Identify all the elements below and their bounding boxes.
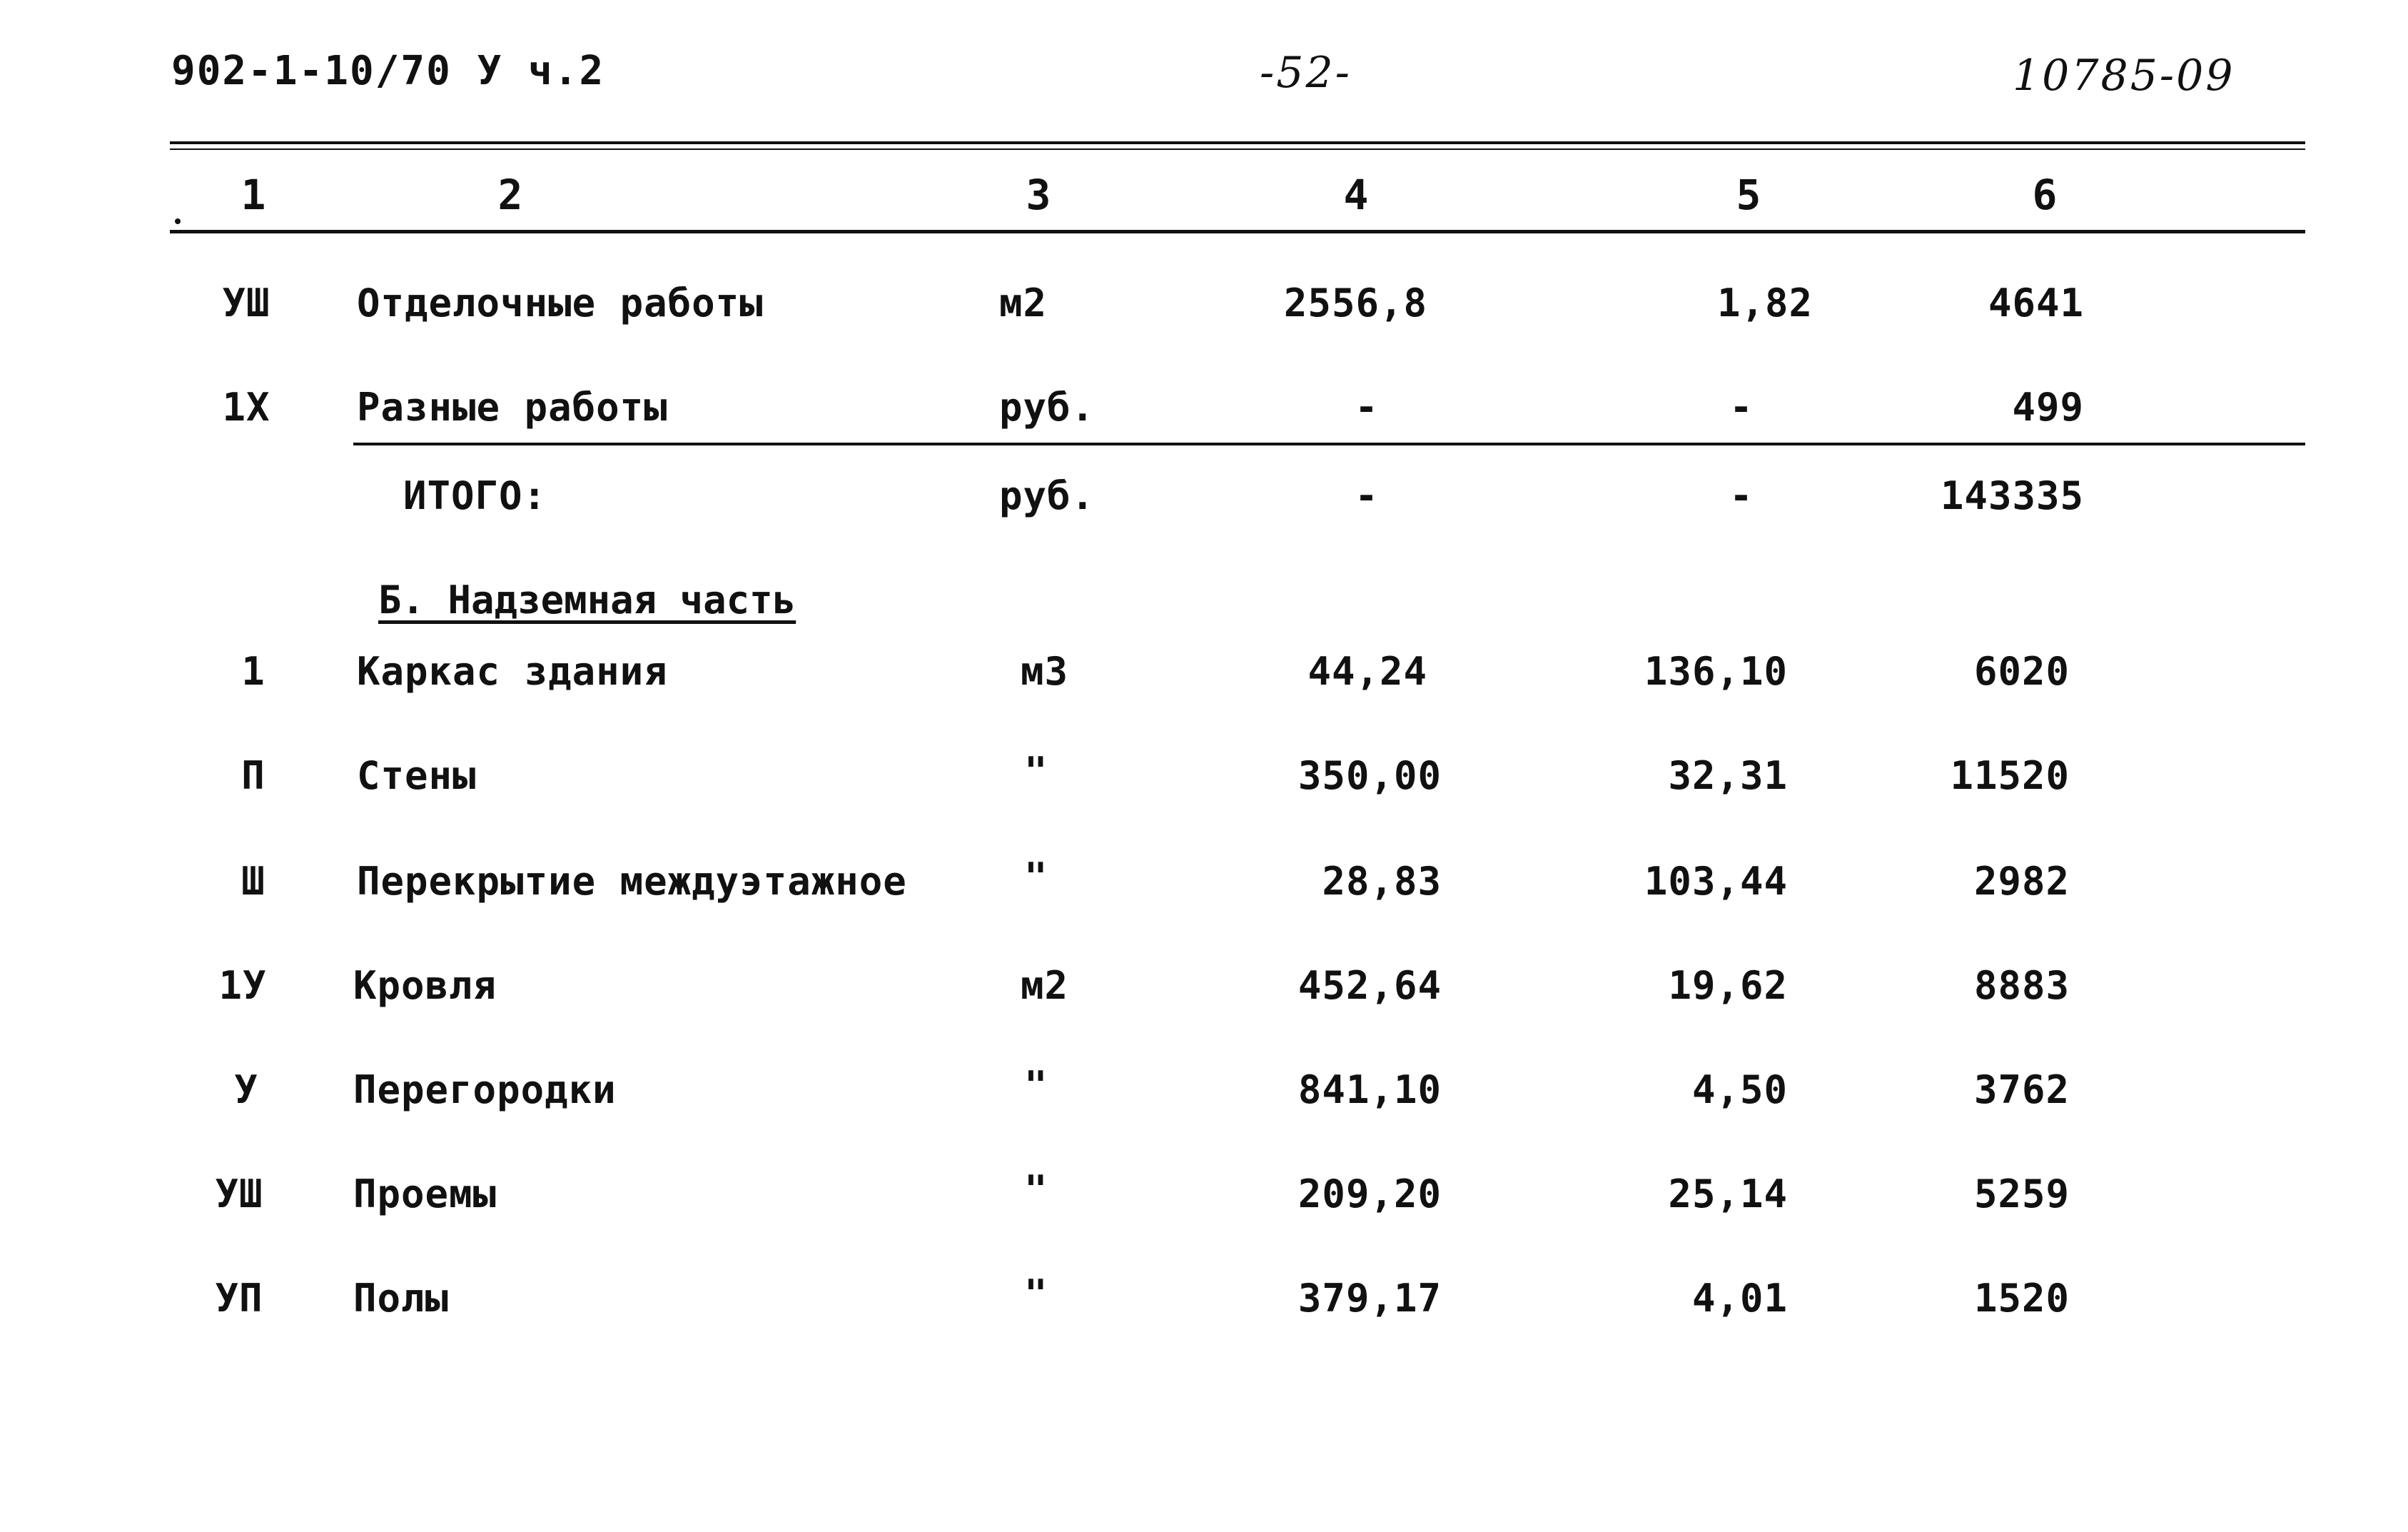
row-unit: м3 xyxy=(1021,649,1069,694)
column-header-1: 1 xyxy=(241,171,266,219)
row-unit-price: 19,62 xyxy=(1668,963,1788,1008)
column-header-5: 5 xyxy=(1736,171,1761,219)
subtotal-unit: руб. xyxy=(999,473,1096,518)
row-unit-price: - xyxy=(1729,385,1754,430)
subtotal-rule xyxy=(353,443,2305,445)
row-unit: " xyxy=(1024,1167,1048,1212)
row-total: 11520 xyxy=(1950,753,2070,798)
row-unit: " xyxy=(1024,749,1048,794)
row-unit: м2 xyxy=(999,281,1048,326)
row-unit-price: 32,31 xyxy=(1668,753,1788,798)
table-header-rule xyxy=(170,230,2305,233)
row-number: П xyxy=(241,753,265,798)
row-name: Проемы xyxy=(353,1171,497,1216)
row-name: Отделочные работы xyxy=(357,281,764,326)
column-header-3: 3 xyxy=(1026,171,1051,219)
page-number: -52- xyxy=(1260,48,1352,98)
row-quantity: 209,20 xyxy=(1297,1171,1442,1216)
row-quantity: 28,83 xyxy=(1322,859,1442,904)
row-name: Полы xyxy=(353,1276,450,1321)
row-name: Кровля xyxy=(353,963,497,1008)
table-top-rule-thin xyxy=(170,148,2305,150)
row-name: Перекрытие междуэтажное xyxy=(357,859,907,904)
row-quantity: 379,17 xyxy=(1297,1276,1442,1321)
row-name: Каркас здания xyxy=(357,649,668,694)
row-total: 2982 xyxy=(1973,859,2070,904)
row-unit-price: 4,50 xyxy=(1691,1067,1788,1112)
row-number: Ш xyxy=(241,859,265,904)
row-total: 1520 xyxy=(1973,1276,2070,1321)
table-top-rule xyxy=(170,141,2305,144)
row-total: 6020 xyxy=(1973,649,2070,694)
row-unit: " xyxy=(1024,1063,1048,1108)
row-name: Перегородки xyxy=(353,1067,617,1112)
row-unit: м2 xyxy=(1021,963,1069,1008)
row-quantity: 44,24 xyxy=(1307,649,1427,694)
row-total: 4641 xyxy=(1988,281,2084,326)
row-unit-price: 1,82 xyxy=(1716,281,1813,326)
row-unit: " xyxy=(1024,855,1048,899)
row-number: УШ xyxy=(222,281,270,326)
row-number: У xyxy=(234,1067,258,1112)
row-quantity: 2556,8 xyxy=(1283,281,1427,326)
document-code: 902-1-10/70 У ч.2 xyxy=(171,48,605,94)
row-quantity: 841,10 xyxy=(1297,1067,1442,1112)
row-number: 1 xyxy=(241,649,265,694)
column-header-4: 4 xyxy=(1343,171,1369,219)
row-quantity: 350,00 xyxy=(1297,753,1442,798)
subtotal-total: 143335 xyxy=(1940,473,2084,518)
row-number: 1У xyxy=(218,963,267,1008)
row-total: 3762 xyxy=(1973,1067,2070,1112)
row-name: Разные работы xyxy=(357,385,668,430)
subtotal-unit-price: - xyxy=(1729,473,1754,518)
row-total: 5259 xyxy=(1973,1171,2070,1216)
row-quantity: - xyxy=(1355,385,1379,430)
row-unit: руб. xyxy=(999,385,1096,430)
inventory-number: 10785-09 xyxy=(2013,51,2235,101)
row-total: 8883 xyxy=(1973,963,2070,1008)
subtotal-label: ИТОГО: xyxy=(403,473,547,518)
row-quantity: 452,64 xyxy=(1297,963,1442,1008)
ink-dot xyxy=(175,218,181,224)
row-total: 499 xyxy=(2012,385,2084,430)
row-number: УШ xyxy=(215,1171,263,1216)
column-header-6: 6 xyxy=(2032,171,2058,219)
row-unit-price: 4,01 xyxy=(1691,1276,1788,1321)
row-unit-price: 103,44 xyxy=(1644,859,1788,904)
row-unit: " xyxy=(1024,1271,1048,1316)
row-number: 1Х xyxy=(222,385,270,430)
row-number: УП xyxy=(215,1276,263,1321)
column-header-2: 2 xyxy=(497,171,523,219)
row-unit-price: 136,10 xyxy=(1644,649,1788,694)
row-name: Стены xyxy=(357,753,477,798)
section-heading: Б. Надземная часть xyxy=(378,578,796,623)
row-unit-price: 25,14 xyxy=(1668,1171,1788,1216)
subtotal-quantity: - xyxy=(1355,473,1379,518)
